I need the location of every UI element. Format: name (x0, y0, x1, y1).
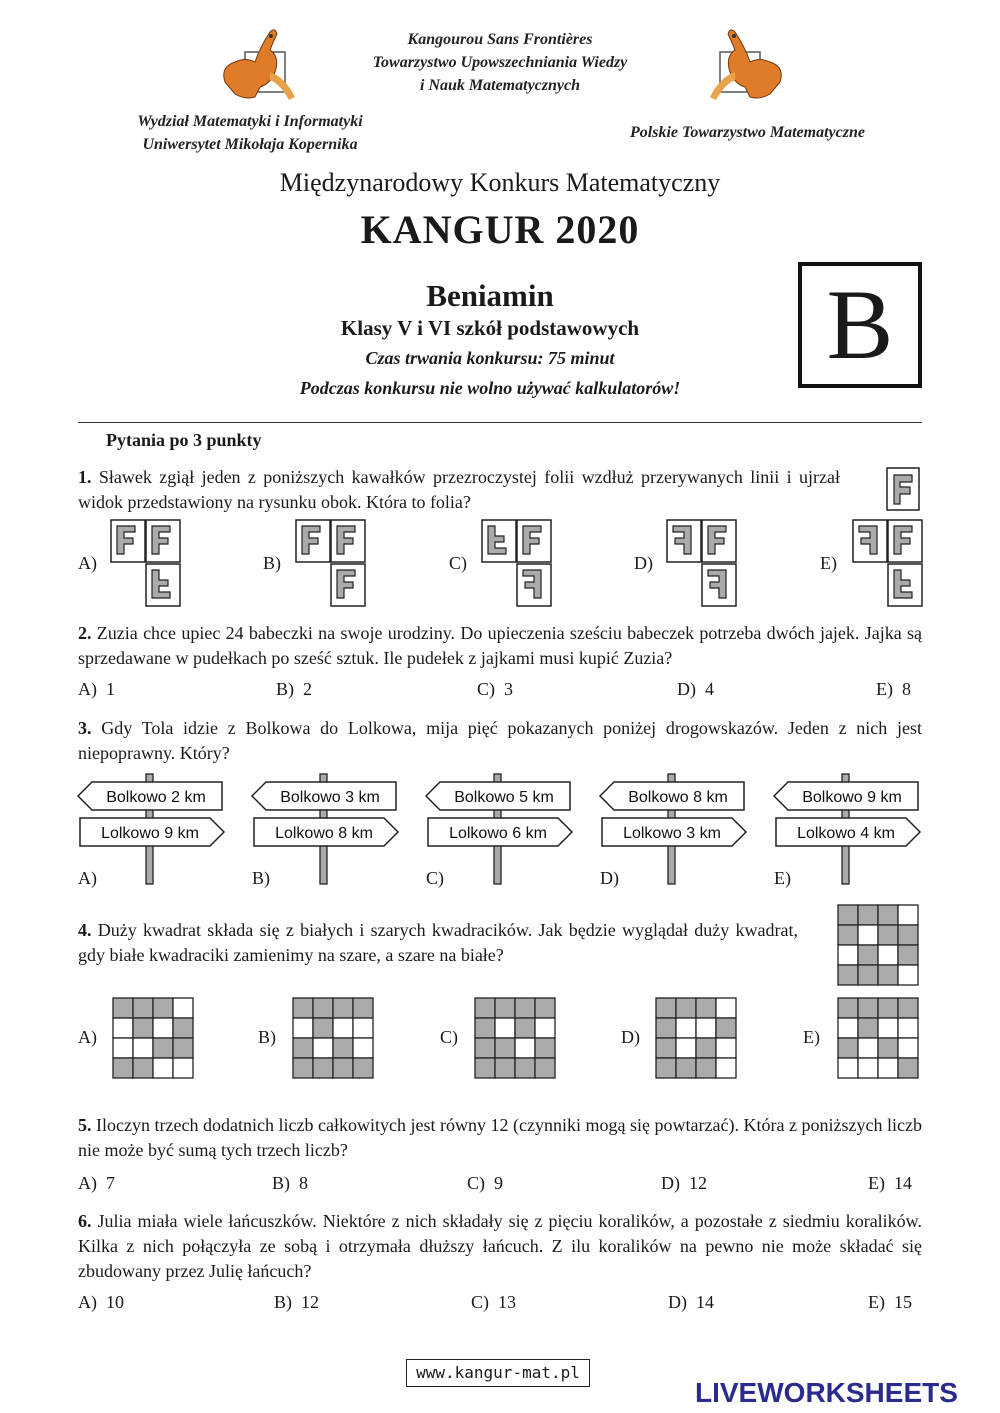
gray-cell (475, 1038, 495, 1058)
option-label: E) (876, 679, 893, 699)
option-value: 1 (106, 679, 115, 699)
q1-option-label: A) (78, 553, 97, 573)
q4-option-label: A) (78, 1027, 97, 1047)
category-letter-box: B (798, 262, 922, 388)
org-top (300, 28, 700, 97)
gray-cell (333, 1038, 353, 1058)
org-top-line2: Towarzystwo Upowszechniania Wiedzy (372, 54, 628, 71)
white-cell (838, 1018, 858, 1038)
q4-option-a-grid[interactable] (112, 997, 194, 1079)
classes-subtitle: Klasy V i VI szkół podstawowych (340, 316, 640, 340)
gray-cell (838, 1038, 858, 1058)
q2-answer-c[interactable] (477, 679, 513, 700)
gray-cell (838, 925, 858, 945)
question-number: 5. (78, 1115, 92, 1135)
option-value: 15 (894, 1292, 912, 1312)
white-cell (173, 998, 193, 1018)
question-2 (78, 621, 922, 671)
gray-cell (353, 998, 373, 1018)
foil-square (888, 520, 922, 562)
gray-cell (858, 998, 878, 1018)
foil-square (296, 520, 330, 562)
q6-answer-b[interactable] (274, 1292, 319, 1313)
q3-option-label: C) (426, 868, 444, 888)
option-label: D) (661, 1173, 680, 1193)
q4-option-b-grid[interactable] (292, 997, 374, 1079)
white-cell (353, 1018, 373, 1038)
gray-cell (515, 998, 535, 1018)
white-cell (535, 1018, 555, 1038)
foil-square (667, 520, 701, 562)
gray-cell (333, 1058, 353, 1078)
gray-cell (535, 1038, 555, 1058)
sign-text-lolkowo: Lolkowo 3 km (623, 825, 721, 842)
gray-cell (858, 945, 878, 965)
white-cell (878, 945, 898, 965)
option-label: A) (78, 1173, 97, 1193)
gray-cell (858, 1018, 878, 1038)
gray-cell (313, 1058, 333, 1078)
white-cell (153, 1058, 173, 1078)
white-cell (898, 1038, 918, 1058)
category-title: Beniamin (426, 278, 554, 313)
q5-answer-a[interactable] (78, 1173, 115, 1194)
gray-cell (878, 1038, 898, 1058)
option-label: D) (668, 1292, 687, 1312)
option-label: C) (477, 679, 495, 699)
option-label: B) (276, 679, 294, 699)
q5-answer-e[interactable] (868, 1173, 912, 1194)
question-text: Gdy Tola idzie z Bolkowa do Lolkowa, mija pięć pokazanych poniżej drogowskazów. Jeden z nich jest niepoprawny. Który? (78, 718, 922, 763)
option-value: 14 (696, 1292, 714, 1312)
option-value: 12 (689, 1173, 707, 1193)
option-label: E) (868, 1292, 885, 1312)
question-text: Duży kwadrat składa się z białych i szarych kwadracików. Jak będzie wyglądał duży kwadrat, gdy białe kwadraciki zamienimy na szare, a szare na białe? (78, 920, 798, 965)
sign-text-bolkowo: Bolkowo 9 km (802, 789, 902, 806)
white-cell (676, 1038, 696, 1058)
gray-cell (898, 925, 918, 945)
gray-cell (173, 1018, 193, 1038)
option-label: D) (677, 679, 696, 699)
q3-signpost-c[interactable] (426, 772, 576, 887)
header-divider (78, 422, 922, 423)
white-cell (293, 1018, 313, 1038)
q6-answer-a[interactable] (78, 1292, 124, 1313)
question-number: 6. (78, 1211, 92, 1231)
white-cell (515, 1038, 535, 1058)
gray-cell (838, 965, 858, 985)
contest-name: Międzynarodowy Konkurs Matematyczny (279, 168, 721, 197)
option-value: 9 (494, 1173, 503, 1193)
question-number: 4. (78, 920, 92, 940)
option-value: 2 (303, 679, 312, 699)
q1-option-e-figure[interactable] (853, 520, 923, 608)
question-text: Julia miała wiele łańcuszków. Niektóre z nich składały się z pięciu koralików, a pozostałe z siedmiu koralików. Kilka z nich połączyła ze sobą i otrzymała dłuższy łańcuch. Z ilu koralików na pewno nie może składać się zbudowany przez Julię łańcuch? (78, 1211, 923, 1281)
sign-text-lolkowo: Lolkowo 6 km (449, 825, 547, 842)
footer-url[interactable]: www.kangur-mat.pl (406, 1359, 590, 1387)
gray-cell (293, 1038, 313, 1058)
option-label: B) (274, 1292, 292, 1312)
org-top-line3: i Nauk Matematycznych (420, 77, 580, 94)
white-cell (113, 1038, 133, 1058)
gray-cell (113, 998, 133, 1018)
white-cell (716, 1058, 736, 1078)
foil-square (702, 520, 736, 562)
q6-answer-e[interactable] (868, 1292, 912, 1313)
section-title: Pytania po 3 punkty (106, 430, 262, 450)
liveworksheets-watermark: LIVEWORKSHEETS (695, 1377, 958, 1408)
sign-text-bolkowo: Bolkowo 3 km (280, 789, 380, 806)
gray-cell (676, 998, 696, 1018)
gray-cell (133, 1058, 153, 1078)
gray-cell (293, 998, 313, 1018)
q5-answer-c[interactable] (467, 1173, 503, 1194)
option-label: C) (471, 1292, 489, 1312)
q3-signpost-d[interactable] (600, 772, 750, 887)
gray-cell (313, 998, 333, 1018)
gray-cell (656, 1038, 676, 1058)
q4-option-d-grid[interactable] (655, 997, 737, 1079)
option-value: 8 (299, 1173, 308, 1193)
white-cell (898, 905, 918, 925)
question-6 (78, 1209, 922, 1284)
white-cell (113, 1018, 133, 1038)
gray-cell (133, 998, 153, 1018)
gray-cell (696, 1058, 716, 1078)
q1-reference-figure (886, 467, 920, 511)
option-value: 8 (902, 679, 911, 699)
gray-cell (153, 998, 173, 1018)
gray-cell (858, 965, 878, 985)
option-label: A) (78, 679, 97, 699)
question-1 (78, 465, 840, 515)
gray-cell (878, 965, 898, 985)
q4-option-label: D) (621, 1027, 640, 1047)
option-value: 7 (106, 1173, 115, 1193)
q4-option-label: B) (258, 1027, 276, 1047)
white-cell (838, 1058, 858, 1078)
gray-cell (495, 1038, 515, 1058)
calculator-warning: Podczas konkursu nie wolno używać kalkulatorów! (299, 378, 681, 398)
option-value: 14 (894, 1173, 912, 1193)
q2-answer-e[interactable] (876, 679, 911, 700)
gray-cell (475, 998, 495, 1018)
white-cell (858, 1038, 878, 1058)
foil-square (888, 564, 922, 606)
q6-answer-c[interactable] (471, 1292, 516, 1313)
gray-cell (535, 998, 555, 1018)
foil-square (517, 564, 551, 606)
foil-square (111, 520, 145, 562)
gray-cell (858, 905, 878, 925)
q1-option-c-figure[interactable] (482, 520, 552, 608)
gray-cell (716, 1018, 736, 1038)
gray-cell (173, 1038, 193, 1058)
q4-option-label: C) (440, 1027, 458, 1047)
gray-cell (475, 1058, 495, 1078)
sign-text-lolkowo: Lolkowo 9 km (101, 825, 199, 842)
gray-cell (293, 1058, 313, 1078)
white-cell (153, 1018, 173, 1038)
q5-answer-b[interactable] (272, 1173, 308, 1194)
foil-square (853, 520, 887, 562)
gray-cell (898, 945, 918, 965)
gray-cell (656, 1018, 676, 1038)
q3-signpost-a[interactable] (78, 772, 228, 887)
white-cell (173, 1058, 193, 1078)
q2-answer-a[interactable] (78, 679, 115, 700)
sign-text-lolkowo: Lolkowo 4 km (797, 825, 895, 842)
q3-option-label: E) (774, 868, 791, 888)
white-cell (878, 1058, 898, 1078)
foil-square (331, 564, 365, 606)
white-cell (676, 1018, 696, 1038)
gray-cell (153, 1038, 173, 1058)
white-cell (716, 998, 736, 1018)
white-cell (696, 1018, 716, 1038)
org-right: Polskie Towarzystwo Matematyczne (630, 124, 865, 141)
gray-cell (838, 905, 858, 925)
gray-cell (878, 998, 898, 1018)
question-4 (78, 918, 798, 968)
gray-cell (696, 1038, 716, 1058)
gray-cell (696, 998, 716, 1018)
gray-cell (515, 1018, 535, 1038)
q3-signpost-b[interactable] (252, 772, 402, 887)
q3-option-label: B) (252, 868, 270, 888)
q4-option-e-grid[interactable] (837, 997, 919, 1079)
org-left (80, 110, 420, 156)
white-cell (858, 1058, 878, 1078)
q1-option-b-figure[interactable] (296, 520, 366, 608)
white-cell (878, 1018, 898, 1038)
option-value: 3 (504, 679, 513, 699)
question-5 (78, 1113, 922, 1163)
gray-cell (656, 998, 676, 1018)
option-value: 4 (705, 679, 714, 699)
q1-option-label: B) (263, 553, 281, 573)
q1-option-a-figure[interactable] (111, 520, 181, 608)
q2-answer-b[interactable] (276, 679, 312, 700)
org-left-line2: Uniwersytet Mikołaja Kopernika (142, 136, 358, 153)
q2-answer-d[interactable] (677, 679, 714, 700)
foil-square (331, 520, 365, 562)
question-number: 3. (78, 718, 92, 738)
sign-text-bolkowo: Bolkowo 2 km (106, 789, 206, 806)
q1-option-label: E) (820, 553, 837, 573)
gray-cell (878, 905, 898, 925)
q3-option-label: A) (78, 868, 97, 888)
kangaroo-logo-right (690, 22, 790, 107)
white-cell (133, 1038, 153, 1058)
gray-cell (333, 998, 353, 1018)
white-cell (313, 1038, 333, 1058)
gray-cell (113, 1058, 133, 1078)
white-cell (858, 925, 878, 945)
gray-cell (353, 1058, 373, 1078)
page-title: KANGUR 2020 (360, 207, 640, 252)
gray-cell (676, 1058, 696, 1078)
question-text: Zuzia chce upiec 24 babeczki na swoje urodziny. Do upieczenia sześciu babeczek potrzeba dwóch jajek. Jajka są sprzedawane w pudełkach po sześć sztuk. Ile pudełek z jajkami musi kupić Zuzia? (78, 623, 922, 668)
option-label: E) (868, 1173, 885, 1193)
q1-option-label: D) (634, 553, 653, 573)
foil-square (482, 520, 516, 562)
question-3 (78, 716, 922, 766)
q5-answer-d[interactable] (661, 1173, 707, 1194)
q6-answer-d[interactable] (668, 1292, 714, 1313)
option-value: 10 (106, 1292, 124, 1312)
option-value: 13 (498, 1292, 516, 1312)
gray-cell (495, 998, 515, 1018)
white-cell (353, 1038, 373, 1058)
q1-option-label: C) (449, 553, 467, 573)
foil-square (702, 564, 736, 606)
foil-square (517, 520, 551, 562)
white-cell (333, 1018, 353, 1038)
q4-option-c-grid[interactable] (474, 997, 556, 1079)
option-value: 12 (301, 1292, 319, 1312)
gray-cell (133, 1018, 153, 1038)
q3-signpost-e[interactable] (774, 772, 924, 887)
foil-square (146, 520, 180, 562)
white-cell (898, 1018, 918, 1038)
question-text: Sławek zgiął jeden z poniższych kawałków przezroczystej folii wzdłuż przerywanych linii i ujrzał widok przedstawiony na rysunku obok. Która to folia? (78, 467, 840, 512)
q1-option-d-figure[interactable] (667, 520, 737, 608)
gray-cell (878, 925, 898, 945)
foil-square (146, 564, 180, 606)
white-cell (838, 945, 858, 965)
q4-option-label: E) (803, 1027, 820, 1047)
question-number: 2. (78, 623, 92, 643)
option-label: C) (467, 1173, 485, 1193)
gray-cell (475, 1018, 495, 1038)
white-cell (495, 1018, 515, 1038)
gray-cell (515, 1058, 535, 1078)
duration-note: Czas trwania konkursu: 75 minut (365, 348, 615, 368)
gray-cell (838, 998, 858, 1018)
option-label: B) (272, 1173, 290, 1193)
sign-text-lolkowo: Lolkowo 8 km (275, 825, 373, 842)
gray-cell (495, 1058, 515, 1078)
white-cell (898, 965, 918, 985)
sign-text-bolkowo: Bolkowo 5 km (454, 789, 554, 806)
question-text: Iloczyn trzech dodatnich liczb całkowitych jest równy 12 (czynniki mogą się powtarzać). Która z poniższych liczb nie może być sumą tych trzech liczb? (78, 1115, 922, 1160)
option-label: A) (78, 1292, 97, 1312)
gray-cell (898, 998, 918, 1018)
q3-option-label: D) (600, 868, 619, 888)
sign-text-bolkowo: Bolkowo 8 km (628, 789, 728, 806)
org-left-line1: Wydział Matematyki i Informatyki (137, 113, 363, 130)
question-number: 1. (78, 467, 92, 487)
q4-reference-grid (837, 904, 919, 986)
gray-cell (898, 1058, 918, 1078)
gray-cell (313, 1018, 333, 1038)
gray-cell (535, 1058, 555, 1078)
gray-cell (656, 1058, 676, 1078)
org-top-line1: Kangourou Sans Frontières (407, 31, 593, 48)
white-cell (716, 1038, 736, 1058)
